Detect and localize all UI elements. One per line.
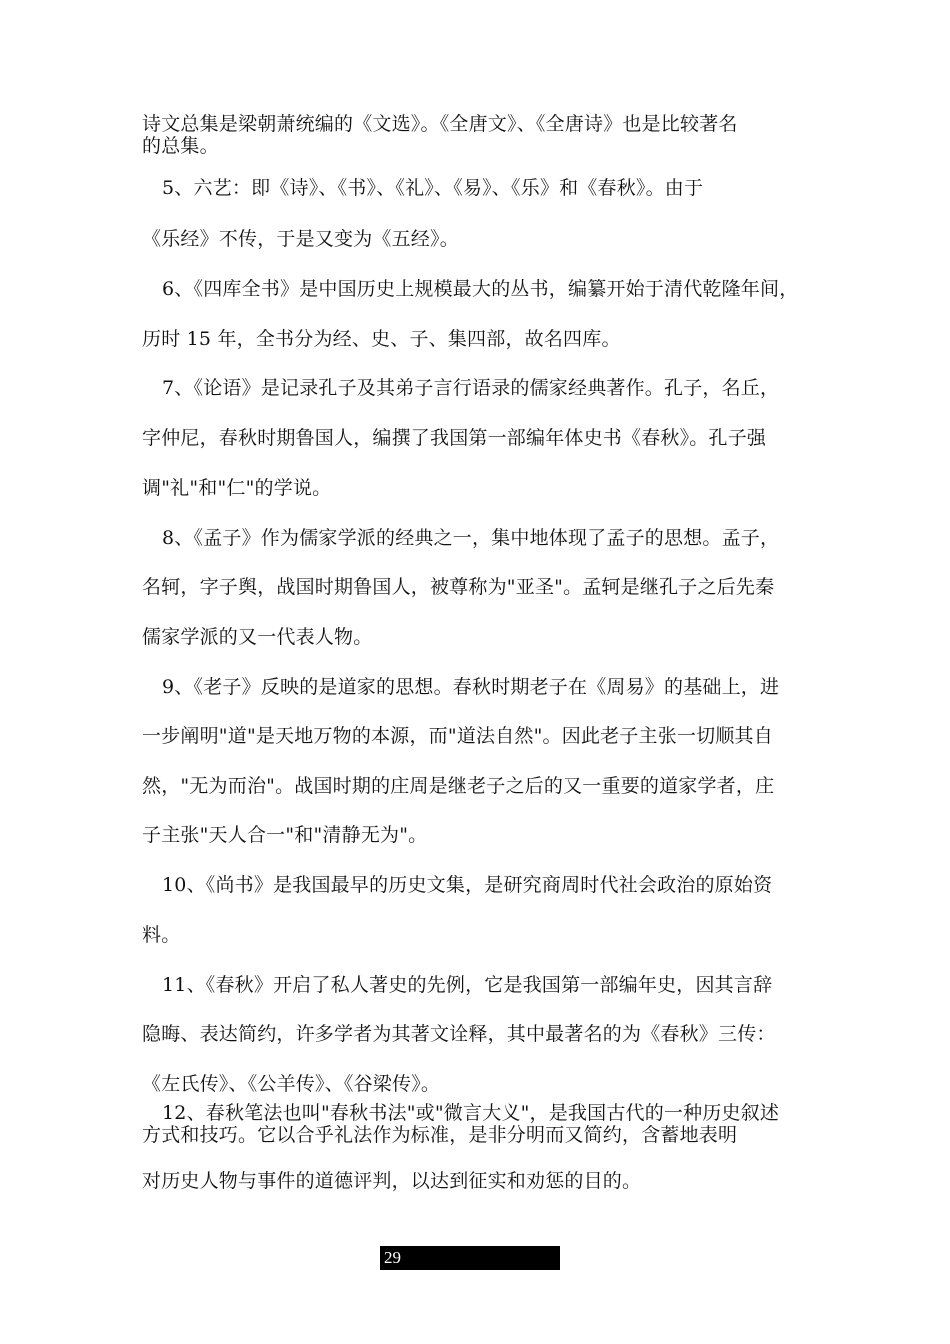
text-line: 12、春秋笔法也叫"春秋书法"或"微言大义"，是我国古代的一种历史叙述 [162,1102,780,1124]
text-line: 字仲尼，春秋时期鲁国人，编撰了我国第一部编年体史书《春秋》。孔子强 [142,427,767,449]
text-line: 6、《四库全书》是中国历史上规模最大的丛书，编纂开始于清代乾隆年间， [162,278,799,300]
text-line: 隐晦、表达简约，许多学者为其著文诠释，其中最著名的为《春秋》三传： [142,1023,776,1045]
text-line: 历时 15 年，全书分为经、史、子、集四部，故名四库。 [142,328,621,350]
text-line: 料。 [142,924,181,946]
text-line: 儒家学派的又一代表人物。 [142,626,373,648]
text-line: 方式和技巧。它以合乎礼法作为标准，是非分明而又简约，含蓄地表明 [142,1124,738,1146]
text-line: 名轲，字子舆，战国时期鲁国人，被尊称为"亚圣"。孟轲是继孔子之后先秦 [142,576,775,598]
text-line: 对历史人物与事件的道德评判，以达到征实和劝惩的目的。 [142,1170,642,1192]
text-line: 调"礼"和"仁"的学说。 [142,477,332,499]
text-line: 一步阐明"道"是天地万物的本源，而"道法自然"。因此老子主张一切顺其自 [142,725,773,747]
text-line: 7、《论语》是记录孔子及其弟子言行语录的儒家经典著作。孔子，名丘， [162,377,780,399]
text-line: 11、《春秋》开启了私人著史的先例，它是我国第一部编年史，因其言辞 [162,974,773,996]
page-number: 29 [384,1248,401,1267]
text-line: 10、《尚书》是我国最早的历史文集，是研究商周时代社会政治的原始资 [162,874,773,896]
text-line: 5、六艺：即《诗》、《书》、《礼》、《易》、《乐》和《春秋》。由于 [162,177,704,199]
text-line: 《左氏传》、《公羊传》、《谷梁传》。 [142,1073,441,1095]
page-number-badge [380,1246,560,1270]
text-line: 8、《孟子》作为儒家学派的经典之一，集中地体现了孟子的思想。孟子， [162,527,780,549]
text-line: 然，"无为而治"。战国时期的庄周是继老子之后的又一重要的道家学者，庄 [142,775,775,797]
text-line: 子主张"天人合一"和"清静无为"。 [142,824,428,846]
text-line: 《乐经》不传，于是又变为《五经》。 [142,228,459,250]
text-line: 9、《老子》反映的是道家的思想。春秋时期老子在《周易》的基础上，进 [162,676,780,698]
text-line: 的总集。 [142,135,219,157]
text-line: 诗文总集是梁朝萧统编的《文选》。《全唐文》、《全唐诗》也是比较著名 [142,113,738,135]
